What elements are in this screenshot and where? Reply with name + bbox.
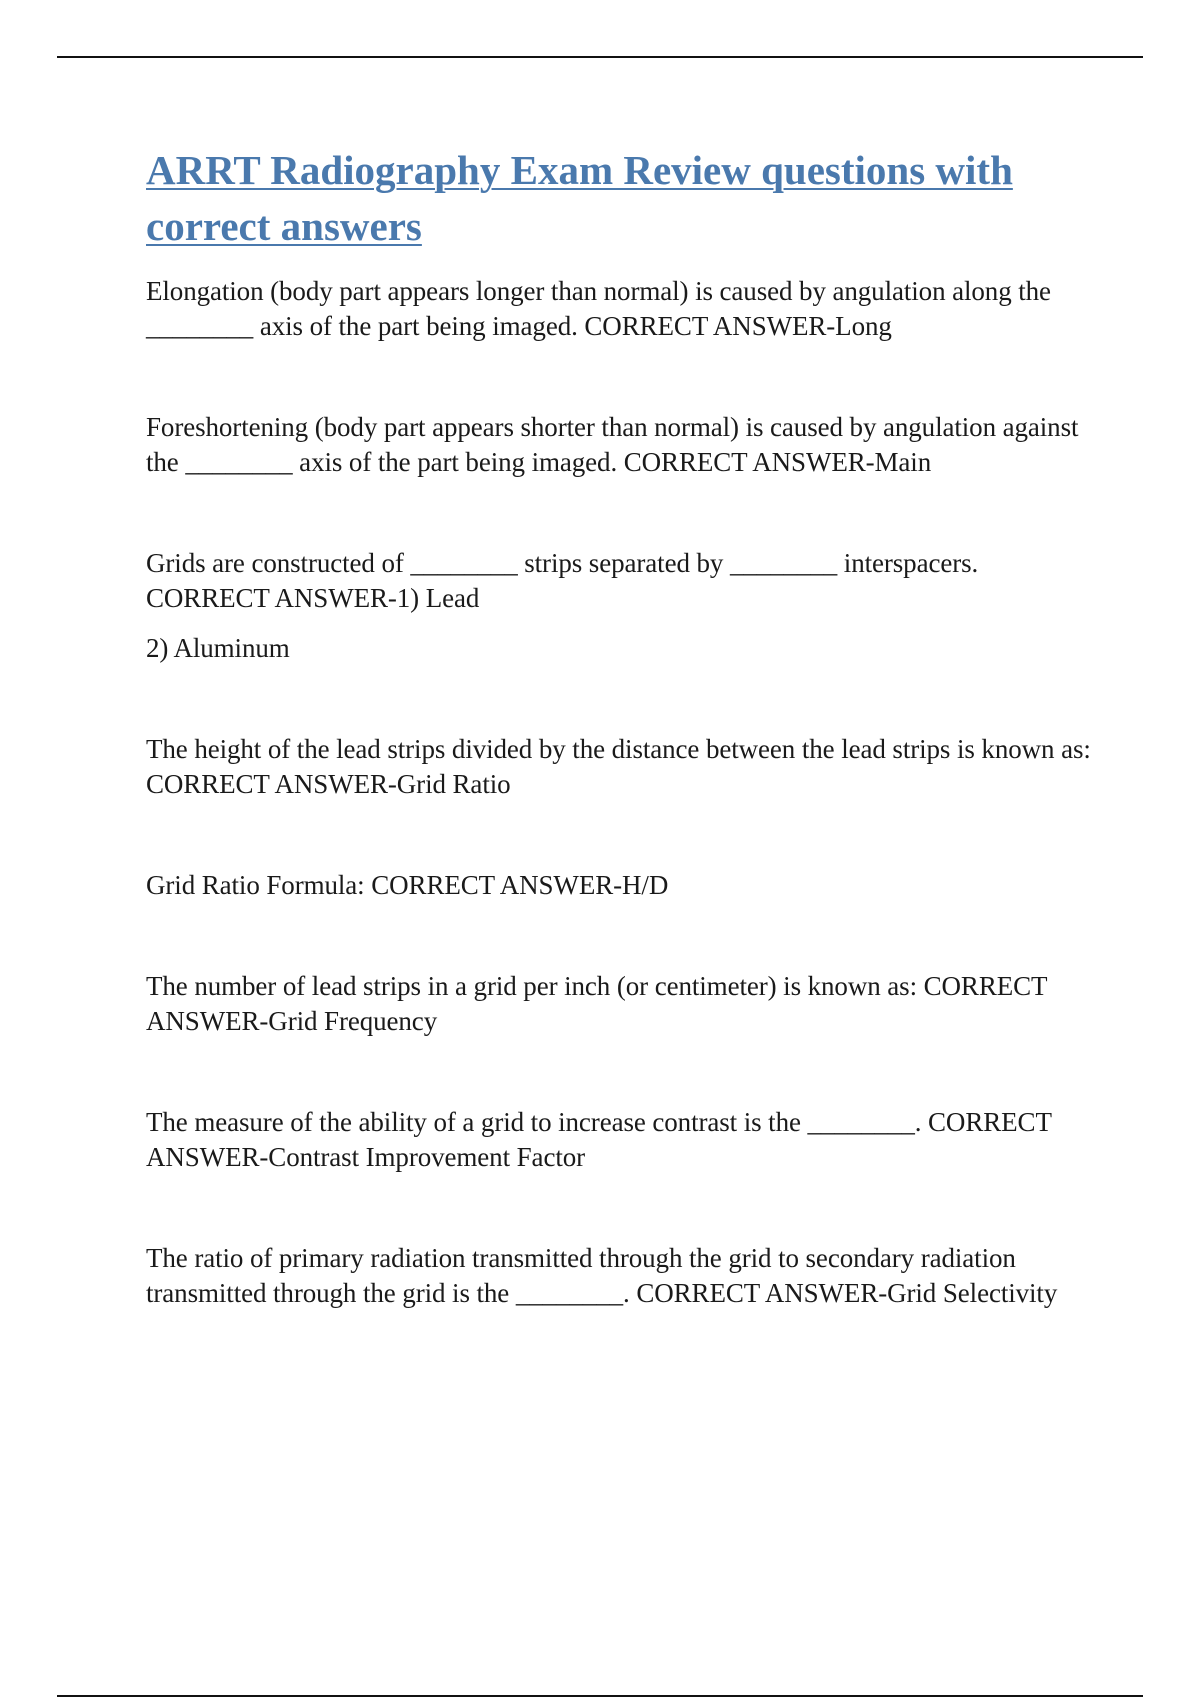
qa-item-text: Grid Ratio Formula: CORRECT ANSWER-H/D	[146, 870, 669, 900]
qa-item-text: Grids are constructed of ________ strips separated by ________ interspacers. CORRECT ANSWER-1) Lead	[146, 548, 979, 613]
qa-item-text: The ratio of primary radiation transmitted through the grid to secondary radiation transmitted through the grid is the ________. CORRECT ANSWER-Grid Selectivity	[146, 1243, 1058, 1308]
qa-item-6	[146, 969, 1096, 1039]
footer-rule	[57, 1695, 1143, 1697]
document-title-link[interactable]: ARRT Radiography Exam Review questions with correct answers	[146, 147, 1013, 249]
qa-item-text: Elongation (body part appears longer than normal) is caused by angulation along the ________ axis of the part being imaged. CORRECT ANSWER-Long	[146, 276, 1051, 341]
qa-item-text: Foreshortening (body part appears shorter than normal) is caused by angulation against the ________ axis of the part being imaged. CORRECT ANSWER-Main	[146, 412, 1079, 477]
qa-item-text: The height of the lead strips divided by the distance between the lead strips is known as: CORRECT ANSWER-Grid Ratio	[146, 734, 1091, 799]
qa-item-continuation: 2) Aluminum	[146, 633, 290, 663]
header-rule	[57, 56, 1143, 58]
qa-item-3	[146, 546, 1096, 666]
document-body	[146, 142, 1096, 1311]
qa-item-7	[146, 1105, 1096, 1175]
qa-item-4	[146, 732, 1096, 802]
qa-item-2	[146, 410, 1096, 480]
qa-item-5	[146, 868, 1096, 903]
qa-item-1	[146, 274, 1096, 344]
qa-item-text: The number of lead strips in a grid per inch (or centimeter) is known as: CORRECT ANSWER-Grid Frequency	[146, 971, 1047, 1036]
qa-item-text: The measure of the ability of a grid to increase contrast is the ________. CORRECT ANSWER-Contrast Improvement Factor	[146, 1107, 1052, 1172]
qa-item-8	[146, 1241, 1096, 1311]
